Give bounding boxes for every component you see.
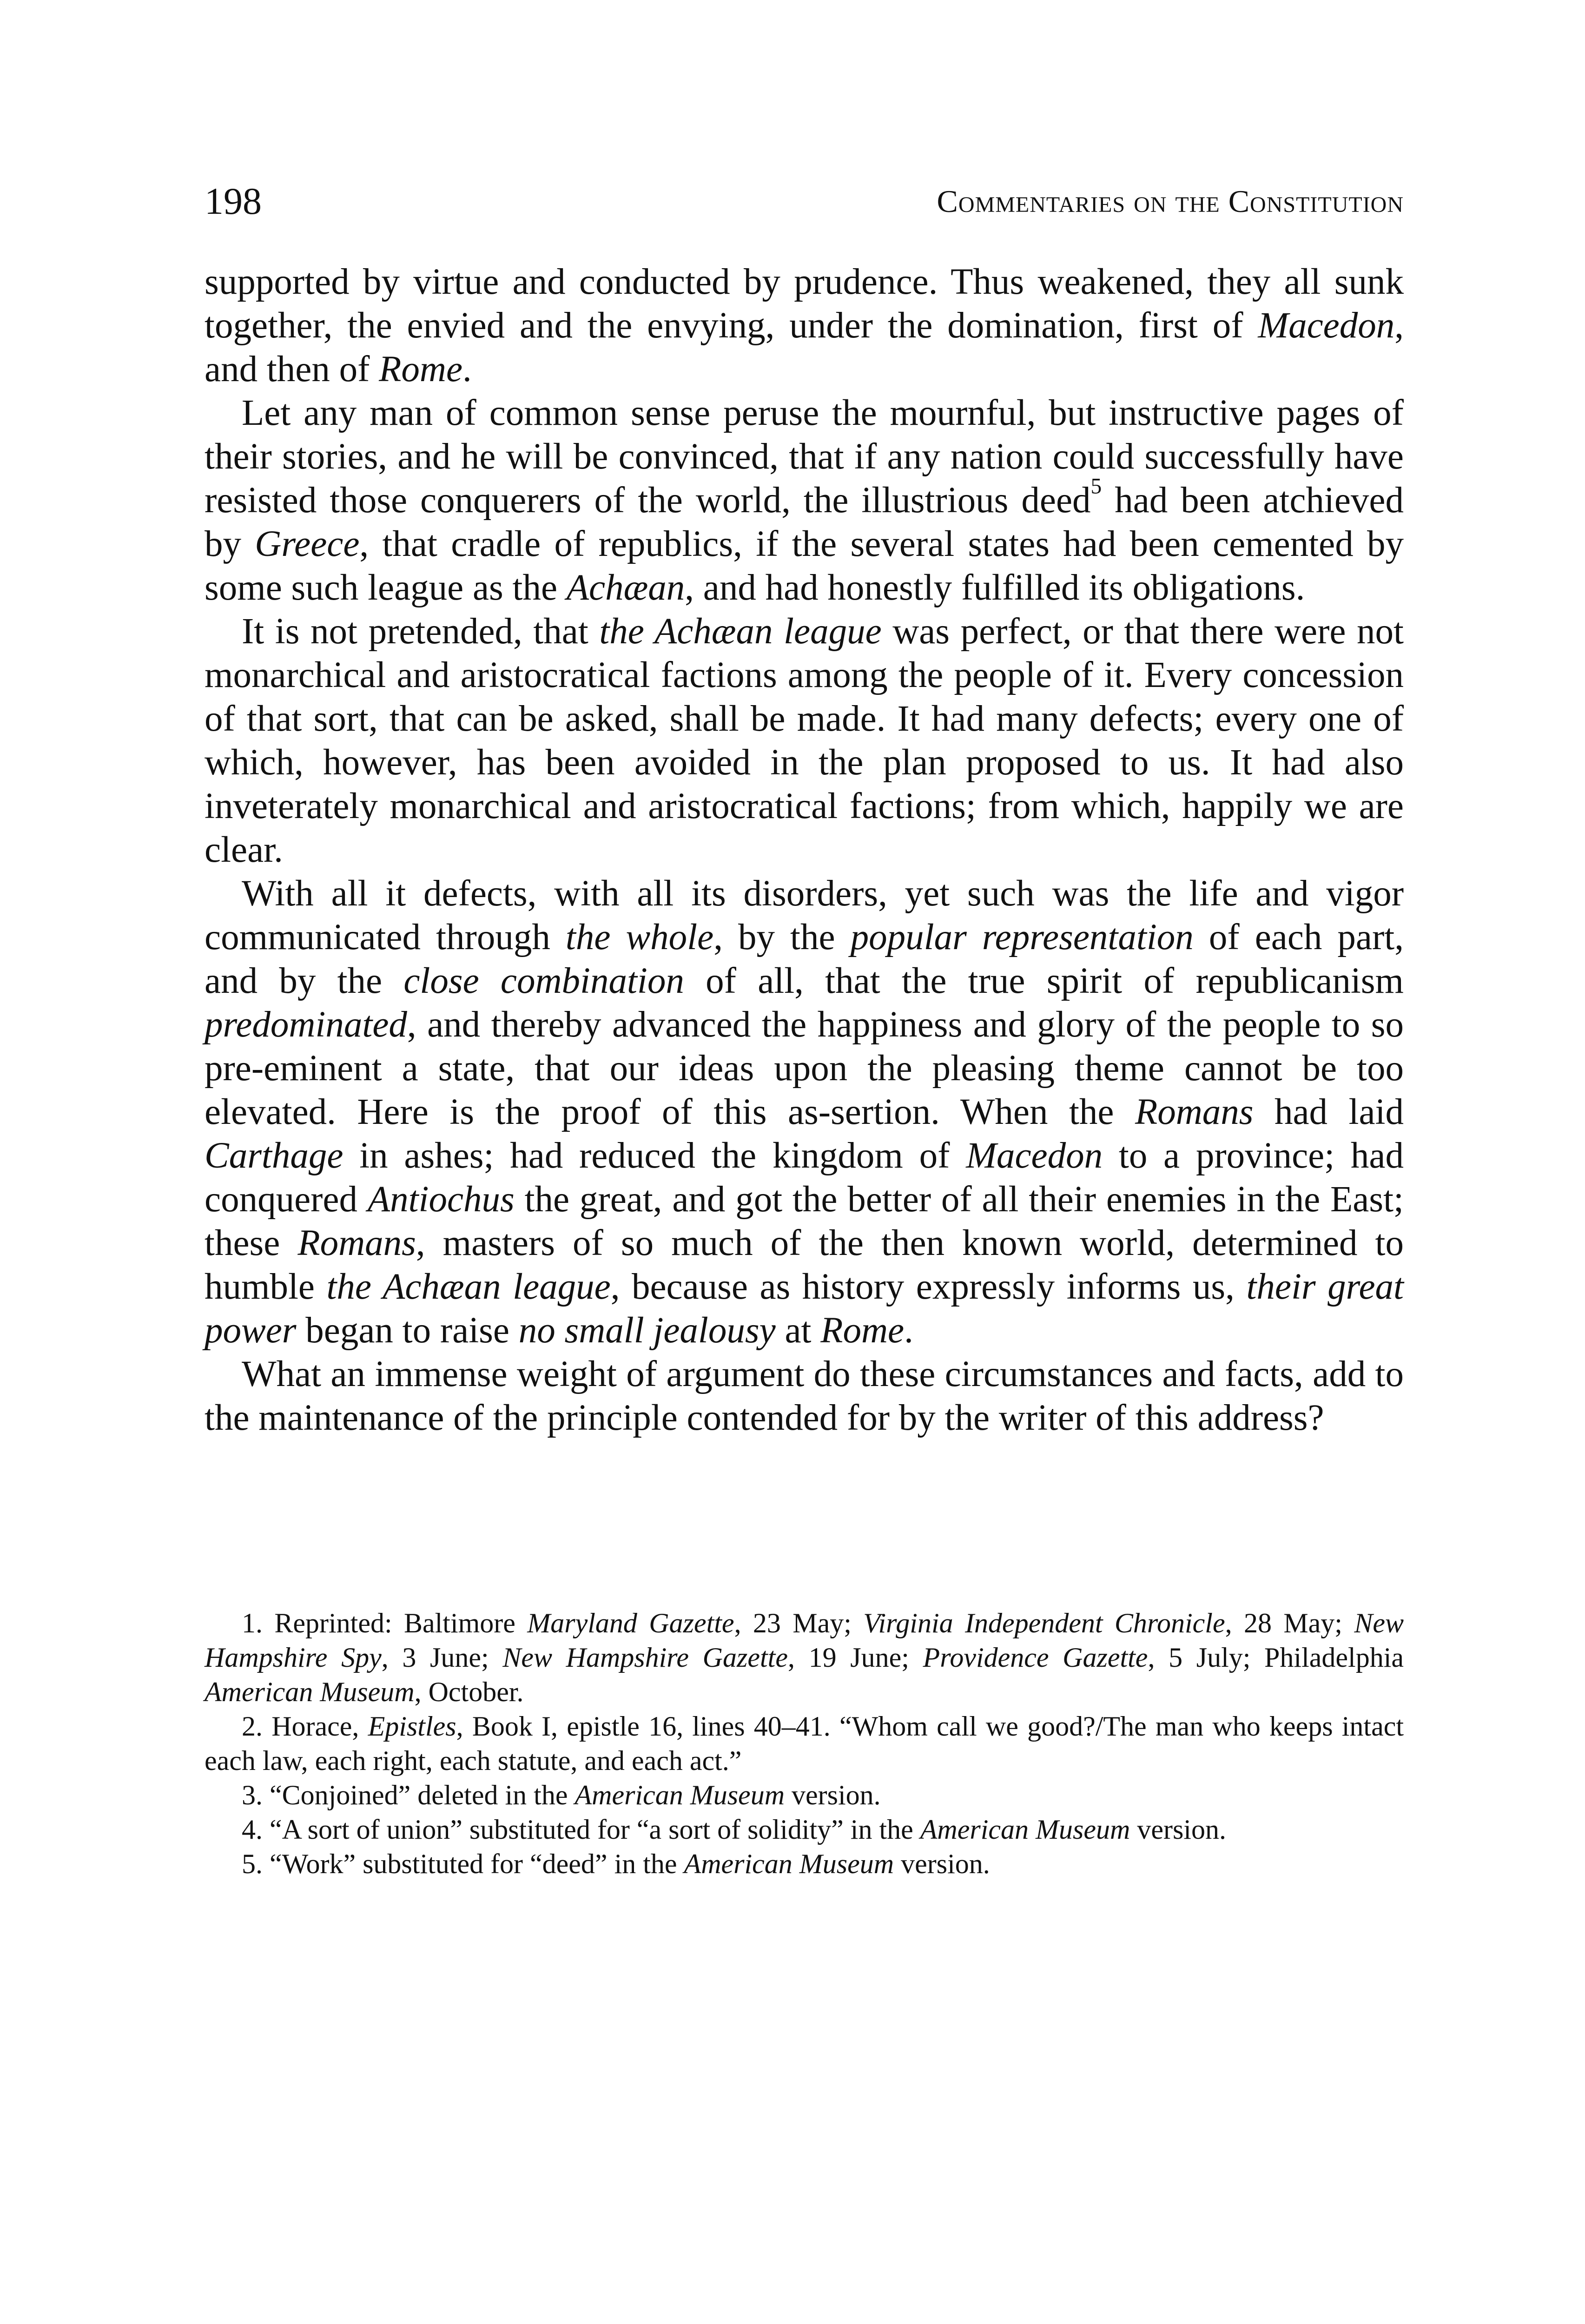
paragraph-4: With all it defects, with all its disorders, yet such was the life and vigor communicated through the whole, by the popular representation of each part, and by the close combination of all, that the true spirit of republicanism predominated, and thereby advanced the happiness and glory of the people to so pre-eminent a state, that our ideas upon the pleasing theme cannot be too elevated. Here is the proof of this as-sertion. When the Romans had laid Carthage in ashes; had reduced the kingdom of Macedon to a province; had conquered Antiochus the great, and got the better of all their enemies in the East; these Romans, masters of so much of the then known world, determined to humble the Achæan league, because as history expressly informs us, their great power began to raise no small jealousy at Rome.: [205, 873, 1404, 1351]
footnote-4: 4. “A sort of union” substituted for “a sort of solidity” in the American Museum version.: [242, 1814, 1226, 1845]
running-head: Commentaries on the Constitution: [937, 184, 1404, 219]
page-header: [205, 176, 1404, 227]
footnote-5: 5. “Work” substituted for “deed” in the American Museum version.: [242, 1849, 990, 1879]
paragraph-2: Let any man of common sense peruse the mournful, but instructive pages of their stories, and he will be convinced, that if any nation could successfully have resisted those conquerers of the world, the illustrious deed$^5$ had been atchieved by Greece, that cradle of republics, if the several states had been cemented by some such league as the Achæan, and had honestly fulfilled its obligations.: [205, 393, 1404, 608]
footnote-ref-5: 5: [1090, 474, 1102, 499]
footnote-3: 3. “Conjoined” deleted in the American Museum version.: [242, 1780, 881, 1810]
footnote-2: 2. Horace, Epistles, Book I, epistle 16, lines 40–41. “Whom call we good?/The man who keeps intact each law, each right, each statute, and each act.”: [205, 1711, 1404, 1776]
main-text: [205, 260, 1404, 1440]
paragraph-5: What an immense weight of argument do these circumstances and facts, add to the maintenance of the principle contended for by the writer of this address?: [205, 1354, 1404, 1438]
paragraph-1: supported by virtue and conducted by prudence. Thus weakened, they all sunk together, the envied and the envying, under the domination, first of Macedon, and then of Rome.: [205, 262, 1404, 390]
footnote-1: 1. Reprinted: Baltimore Maryland Gazette, 23 May; Virginia Independent Chronicle, 28 May; New Hampshire Spy, 3 June; New Hampshire Gazette, 19 June; Providence Gazette, 5 July; Philadelphia American Museum, October.: [205, 1608, 1404, 1707]
paragraph-3: It is not pretended, that the Achæan league was perfect, or that there were not monarchical and aristocratical factions among the people of it. Every concession of that sort, that can be asked, shall be made. It had many defects; every one of which, however, has been avoided in the plan proposed to us. It had also inveterately monarchical and aristocratical factions; from which, happily we are clear.: [205, 611, 1404, 870]
footnotes: [205, 1606, 1404, 1881]
page-number: 198: [205, 180, 262, 222]
